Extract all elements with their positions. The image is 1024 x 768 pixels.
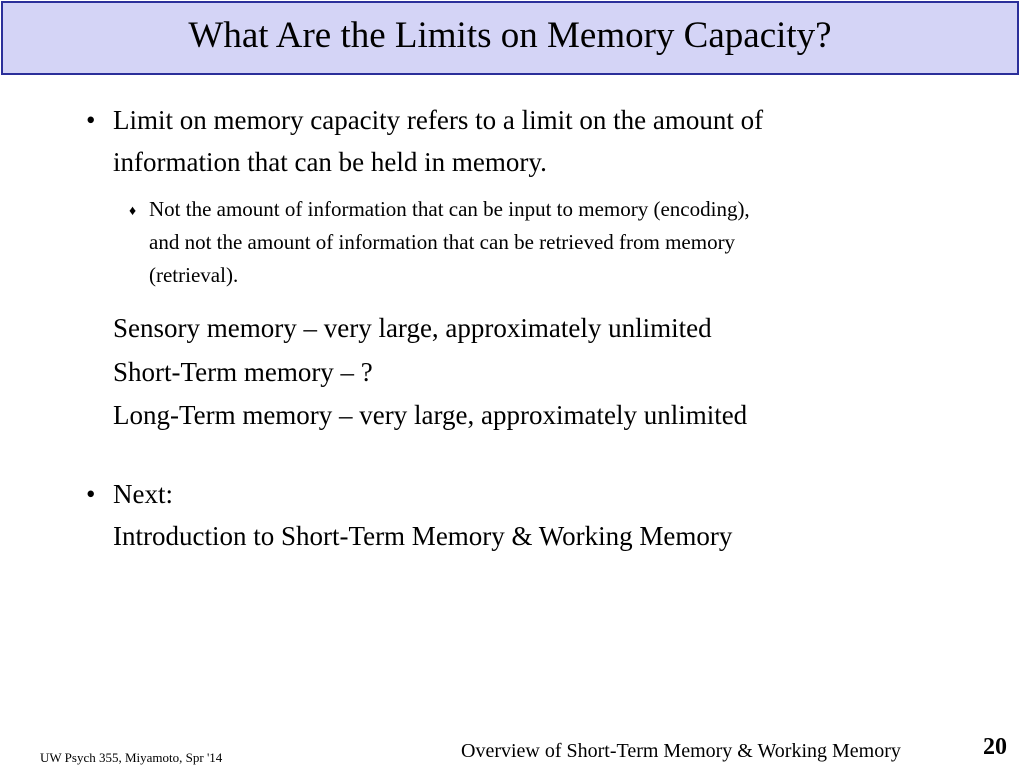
memory-item-short-term: Short-Term memory – ? (113, 357, 373, 387)
sub-bullet-line1: Not the amount of information that can be input to memory (encoding), (149, 197, 750, 221)
memory-item-long-term: Long-Term memory – very large, approximately unlimited (113, 400, 748, 430)
bullet2-line2: Introduction to Short-Term Memory & Working Memory (113, 521, 733, 551)
slide-page-number: 20 (983, 734, 1007, 760)
sub-bullet-marker: ♦ (129, 204, 137, 219)
footer-lecture-title: Overview of Short-Term Memory & Working Memory (461, 740, 901, 762)
memory-item-sensory: Sensory memory – very large, approximately unlimited (113, 313, 712, 343)
slide-title: What Are the Limits on Memory Capacity? (188, 14, 832, 56)
bullet1-line2: information that can be held in memory. (113, 147, 547, 177)
bullet1-line1: Limit on memory capacity refers to a limit on the amount of (113, 105, 764, 135)
footer-course-info: UW Psych 355, Miyamoto, Spr '14 (40, 750, 223, 765)
bullet2-line1: Next: (113, 479, 173, 509)
sub-bullet-line2: and not the amount of information that can be retrieved from memory (149, 230, 736, 254)
bullet-marker: • (86, 479, 96, 509)
sub-bullet-line3: (retrieval). (149, 263, 239, 287)
bullet-marker: • (86, 105, 96, 135)
